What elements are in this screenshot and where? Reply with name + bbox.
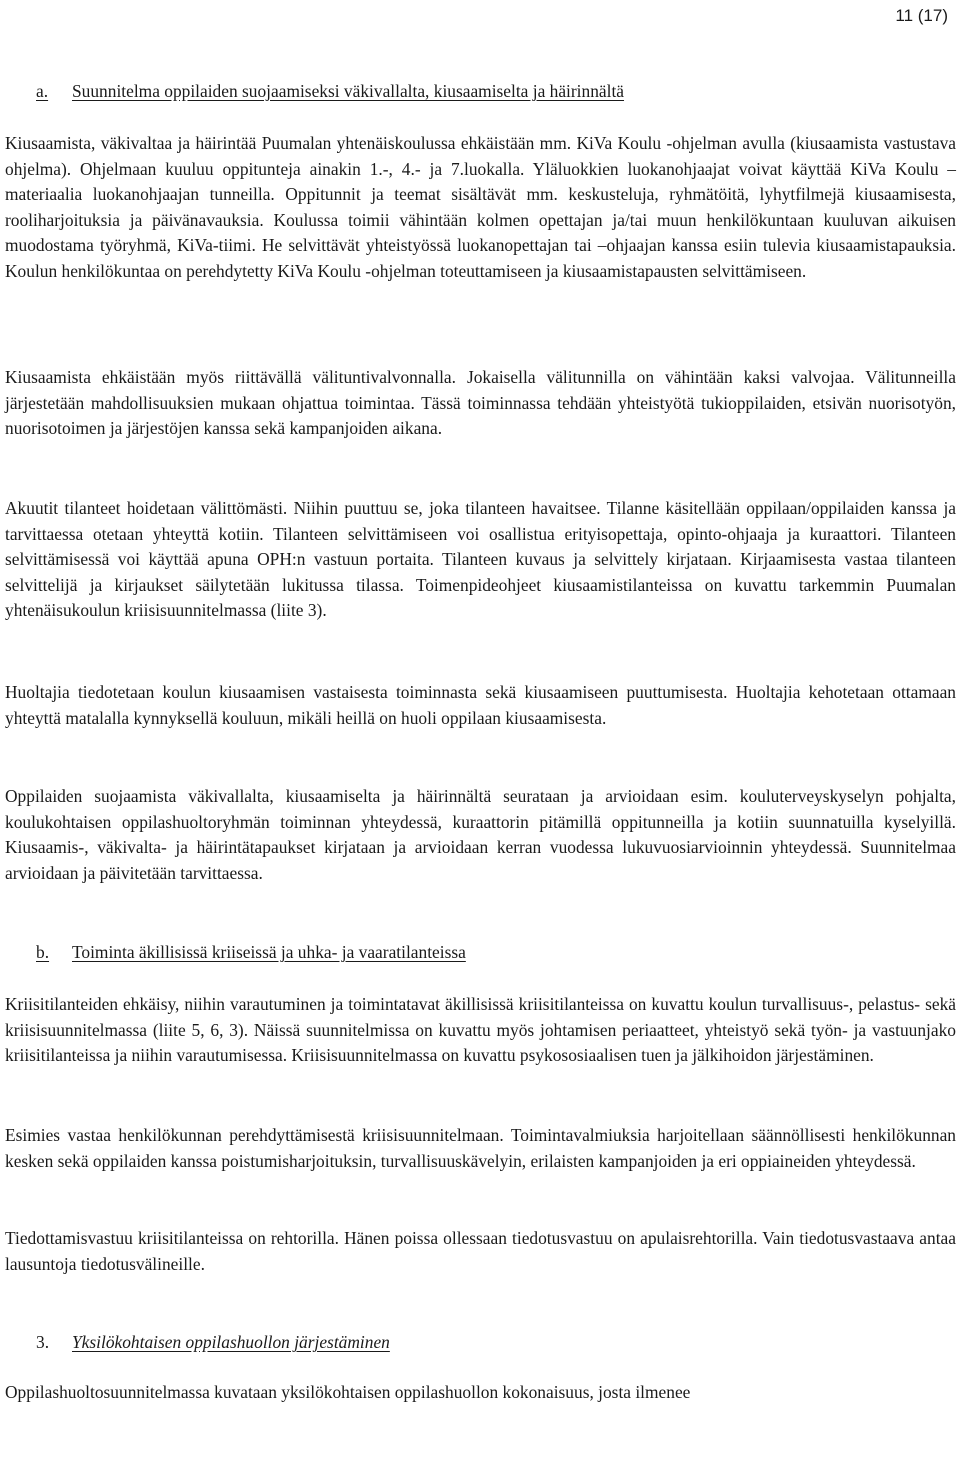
paragraph-communication: Tiedottamisvastuu kriisitilanteissa on rehtorilla. Hänen poissa ollessaan tiedotusvastuu on apulaisrehtorilla. Vain tiedotusvastaava antaa lausuntoja tiedotusvälineille. [5, 1228, 956, 1274]
paragraph-break-supervision: Kiusaamista ehkäistään myös riittävällä välituntivalvonnalla. Jokaisella välitunnilla on vähintään kaksi valvojaa. Välitunneilla järjestetään mahdollisuuksien mukaan ohjattua toimintaa. Tässä toiminnassa tehdään yhteistyötä tukioppilaiden, etsivän nuorisotyön, nuorisotoimen ja järjestöjen kanssa sekä kampanjoiden aikana. [5, 367, 956, 439]
section-b-label: b. [36, 942, 50, 962]
paragraph-crisis-prevention: Kriisitilanteiden ehkäisy, niihin varautuminen ja toimintatavat äkillisissä kriisitilanteissa on kuvattu koulun turvallisuus-, pelastus- sekä kriisisuunnitelmassa (liite 5, 6, 3). Näissä suunnitelmissa on kuvattu myös johtamisen periaatteet, yhteistyö sekä työn- ja vastuunjako kriisitilanteissa ja niihin varautumisessa. Kriisisuunnitelmassa on kuvattu psykososiaalisen tuen ja jälkihoidon järjestäminen. [5, 994, 956, 1066]
page-number: 11 (17) [895, 6, 948, 25]
section-3-label: 3. [36, 1332, 50, 1352]
section-b-title: Toiminta äkillisissä kriiseissä ja uhka- ja vaaratilanteissa [72, 942, 466, 962]
paragraph-acute-situations: Akuutit tilanteet hoidetaan välittömästi. Niihin puuttuu se, joka tilanteen havaitsee. Tilanne käsitellään oppilaan/oppilaiden kanssa ja tarvittaessa otetaan yhteyttä kotiin. Tilanteen selvittämiseen voi osallistua erityisopettaja, opinto-ohjaaja ja kuraattori. Tilanteen selvittämisessä voi käyttää apuna OPH:n vastuun portaita. Tilanteen kuvaus ja selvittely kirjataan. Kirjaamisesta vastaa tilanteen selvittelijä ja kirjaukset säilytetään lukitussa tilassa. Toimenpideohjeet kiusaamistilanteissa on kuvattu tarkemmin Puumalan yhtenäisukoulun kriisisuunnitelmassa (liite 3). [5, 498, 956, 621]
section-a-label: a. [36, 81, 49, 101]
section-3-heading [36, 1330, 390, 1356]
section-a-heading [36, 79, 624, 105]
paragraph-individual-care: Oppilashuoltosuunnitelmassa kuvataan yksilökohtaisen oppilashuollon kokonaisuus, josta ilmenee [5, 1382, 691, 1402]
paragraph-guardians: Huoltajia tiedotetaan koulun kiusaamisen vastaisesta toiminnasta sekä kiusaamiseen puuttumisesta. Huoltajia kehotetaan ottamaan yhteyttä matalalla kynnyksellä kouluun, mikäli heillä on huoli oppilaan kiusaamisesta. [5, 682, 956, 728]
paragraph-evaluation: Oppilaiden suojaamista väkivallalta, kiusaamiselta ja häirinnältä seurataan ja arvioidaan esim. kouluterveyskyselyn pohjalta, koulukohtaisen oppilashuoltoryhmän toiminnan yhteydessä, kuraattorin pitämillä oppitunneilla ja kotiin suunnatuilla kyselyillä. Kiusaamis-, väkivalta- ja häirintätapaukset kirjataan ja arvioidaan kerran vuodessa lukuvuosiarvioinnin yhteydessä. Suunnitelmaa arvioidaan ja päivitetään tarvittaessa. [5, 786, 956, 883]
section-b-heading [36, 940, 466, 966]
paragraph-kiva-program: Kiusaamista, väkivaltaa ja häirintää Puumalan yhtenäiskoulussa ehkäistään mm. KiVa Koulu -ohjelman avulla (kiusaamista vastustava ohjelma). Ohjelmaan kuuluu oppitunteja ainakin 1.-, 4.- ja 7.luokalla. Yläluokkien luokanohjaajat voivat käyttää KiVa Koulu –materiaalia luokanohjaajan tunneilla. Oppitunnit ja teemat sisältävät mm. keskusteluja, ryhmätöitä, lyhytfilmejä kiusaamisesta, rooliharjoituksia ja päivänavauksia. Koulussa toimii vähintään kolmen opettajan ja/tai muun henkilökuntaan kuuluvan aikuisen muodostama työryhmä, KiVa-tiimi. He selvittävät yhteistyössä luokanopettajan tai –ohjaajan kanssa esiin tulevia kiusaamistapauksia. Koulun henkilökuntaa on perehdytetty KiVa Koulu -ohjelman toteuttamiseen ja kiusaamistapausten selvittämiseen. [5, 133, 956, 281]
section-a-title: Suunnitelma oppilaiden suojaamiseksi väkivallalta, kiusaamiselta ja häirinnältä [72, 81, 625, 101]
section-3-title: Yksilökohtaisen oppilashuollon järjestäminen [72, 1332, 390, 1352]
paragraph-staff-orientation: Esimies vastaa henkilökunnan perehdyttämisestä kriisisuunnitelmaan. Toimintavalmiuksia harjoitellaan säännöllisesti henkilökunnan kesken sekä oppilaiden kanssa poistumisharjoituksin, turvallisuuskävelyin, erilaisten kampanjoiden ja eri oppiaineiden yhteydessä. [5, 1125, 956, 1171]
